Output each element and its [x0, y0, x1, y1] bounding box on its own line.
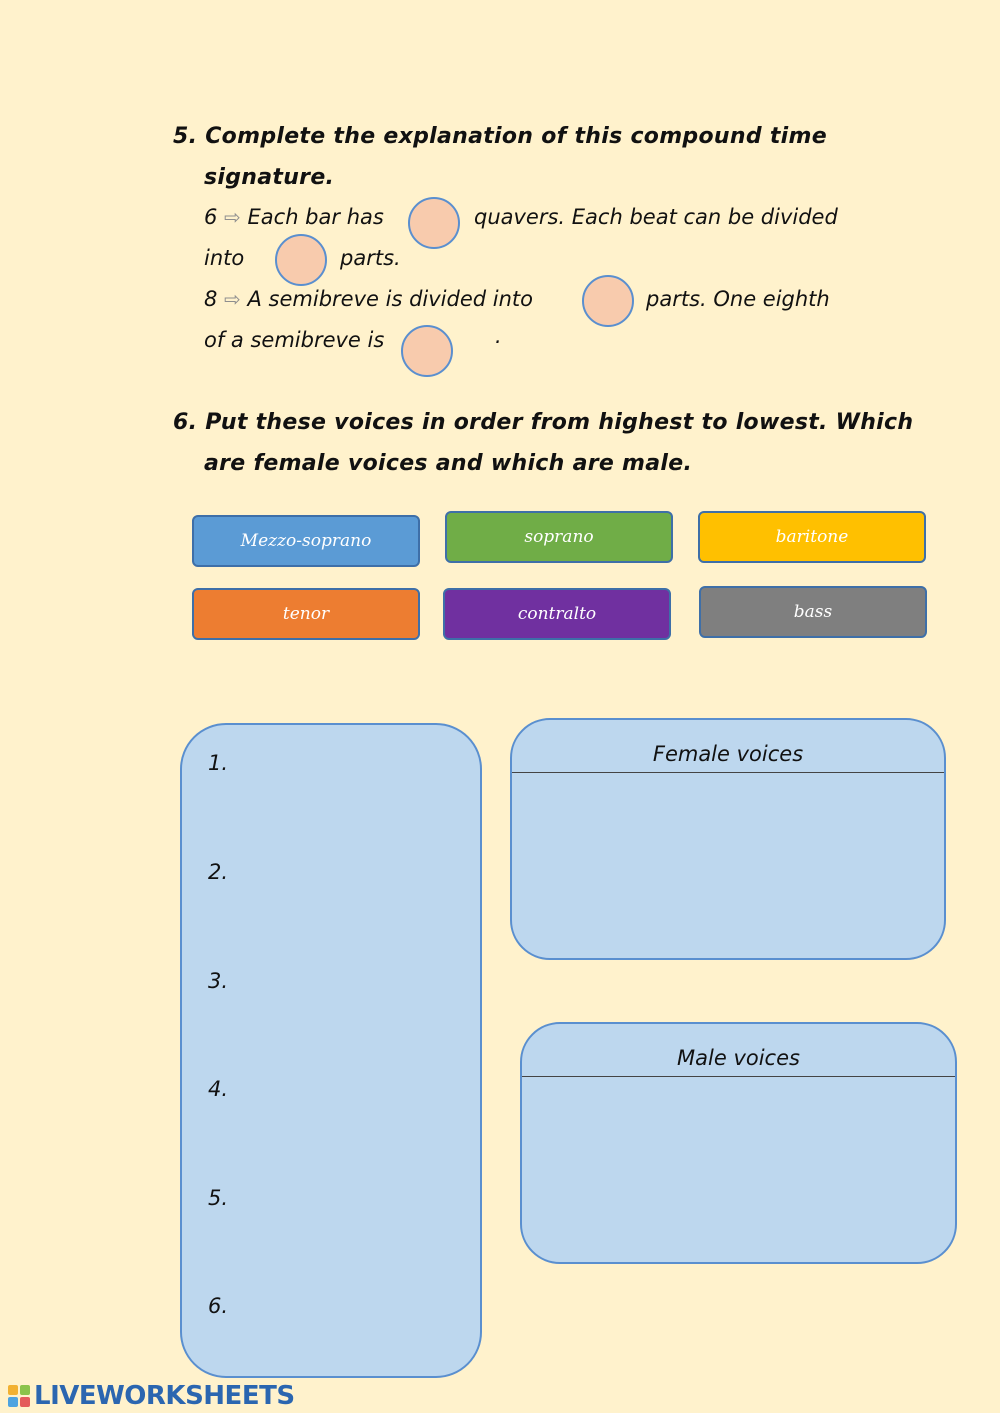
arrow-right-icon: ⇨ [224, 287, 241, 311]
numerator-6: 6 [204, 205, 218, 229]
liveworksheets-logo[interactable] [8, 1381, 295, 1411]
q5-row3-text-b: parts. One eighth [646, 287, 830, 311]
question-5-title-line2: signature. [204, 165, 335, 190]
question-6-title-line2: are female voices and which are male. [204, 451, 693, 476]
order-list-panel [180, 723, 482, 1378]
voice-chip-label: Mezzo-soprano [240, 531, 372, 551]
denominator-8: 8 [204, 287, 218, 311]
blank-quavers-per-bar[interactable] [408, 197, 460, 249]
voice-chip-label: contralto [517, 604, 597, 624]
male-voices-dropzone[interactable] [522, 1077, 955, 1262]
voice-chip-mezzo-soprano[interactable] [192, 515, 420, 567]
q5-row3-text-a: A semibreve is divided into [247, 287, 533, 311]
order-slot-3[interactable] [242, 953, 460, 1013]
order-slot-5[interactable] [242, 1170, 460, 1230]
q5-row1-text-a: Each bar has [247, 205, 384, 229]
voice-chip-soprano[interactable] [445, 511, 673, 563]
male-voices-title: Male voices [522, 1024, 955, 1077]
q5-row1-text-b: quavers. Each beat can be divided [474, 205, 838, 229]
question-5-title-line1 [173, 124, 827, 149]
blank-eighth-of-semibreve[interactable] [401, 325, 453, 377]
order-label-1: 1. [208, 751, 229, 775]
female-voices-panel [510, 718, 946, 960]
question-6-title-line1 [173, 410, 913, 435]
logo-text: LIVEWORKSHEETS [34, 1381, 295, 1411]
question-5-number: 5. [173, 124, 198, 149]
order-slot-4[interactable] [242, 1061, 460, 1121]
question-6-title-text: Put these voices in order from highest to lowest. Which [205, 410, 914, 435]
q5-row3-left [204, 287, 533, 311]
voice-chip-baritone[interactable] [698, 511, 926, 563]
voice-chip-label: tenor [282, 604, 330, 624]
order-label-4: 4. [208, 1077, 229, 1101]
q5-row2-text-b: parts. [340, 246, 401, 270]
q5-row2-text-a: into [204, 246, 245, 270]
blank-semibreve-division[interactable] [582, 275, 634, 327]
order-label-2: 2. [208, 860, 229, 884]
arrow-right-icon: ⇨ [224, 205, 241, 229]
voice-chip-bass[interactable] [699, 586, 927, 638]
voice-chip-contralto[interactable] [443, 588, 671, 640]
order-slot-6[interactable] [242, 1278, 460, 1338]
order-label-5: 5. [208, 1186, 229, 1210]
voice-chip-label: bass [793, 602, 833, 622]
voice-chip-label: soprano [524, 527, 594, 547]
question-5-title-text: Complete the explanation of this compound time [205, 124, 827, 149]
voice-chip-tenor[interactable] [192, 588, 420, 640]
blank-beat-division[interactable] [275, 234, 327, 286]
order-slot-2[interactable] [242, 844, 460, 904]
question-6-number: 6. [173, 410, 198, 435]
q5-row4-text-a: of a semibreve is [204, 328, 385, 352]
q5-row1-left [204, 205, 384, 229]
order-label-6: 6. [208, 1294, 229, 1318]
order-label-3: 3. [208, 969, 229, 993]
female-voices-dropzone[interactable] [512, 773, 944, 958]
order-slot-1[interactable] [242, 735, 460, 795]
male-voices-panel [520, 1022, 957, 1264]
female-voices-title: Female voices [512, 720, 944, 773]
logo-mark-icon [8, 1385, 30, 1407]
voice-chip-label: baritone [775, 527, 849, 547]
q5-row4-text-b: . [495, 324, 502, 348]
